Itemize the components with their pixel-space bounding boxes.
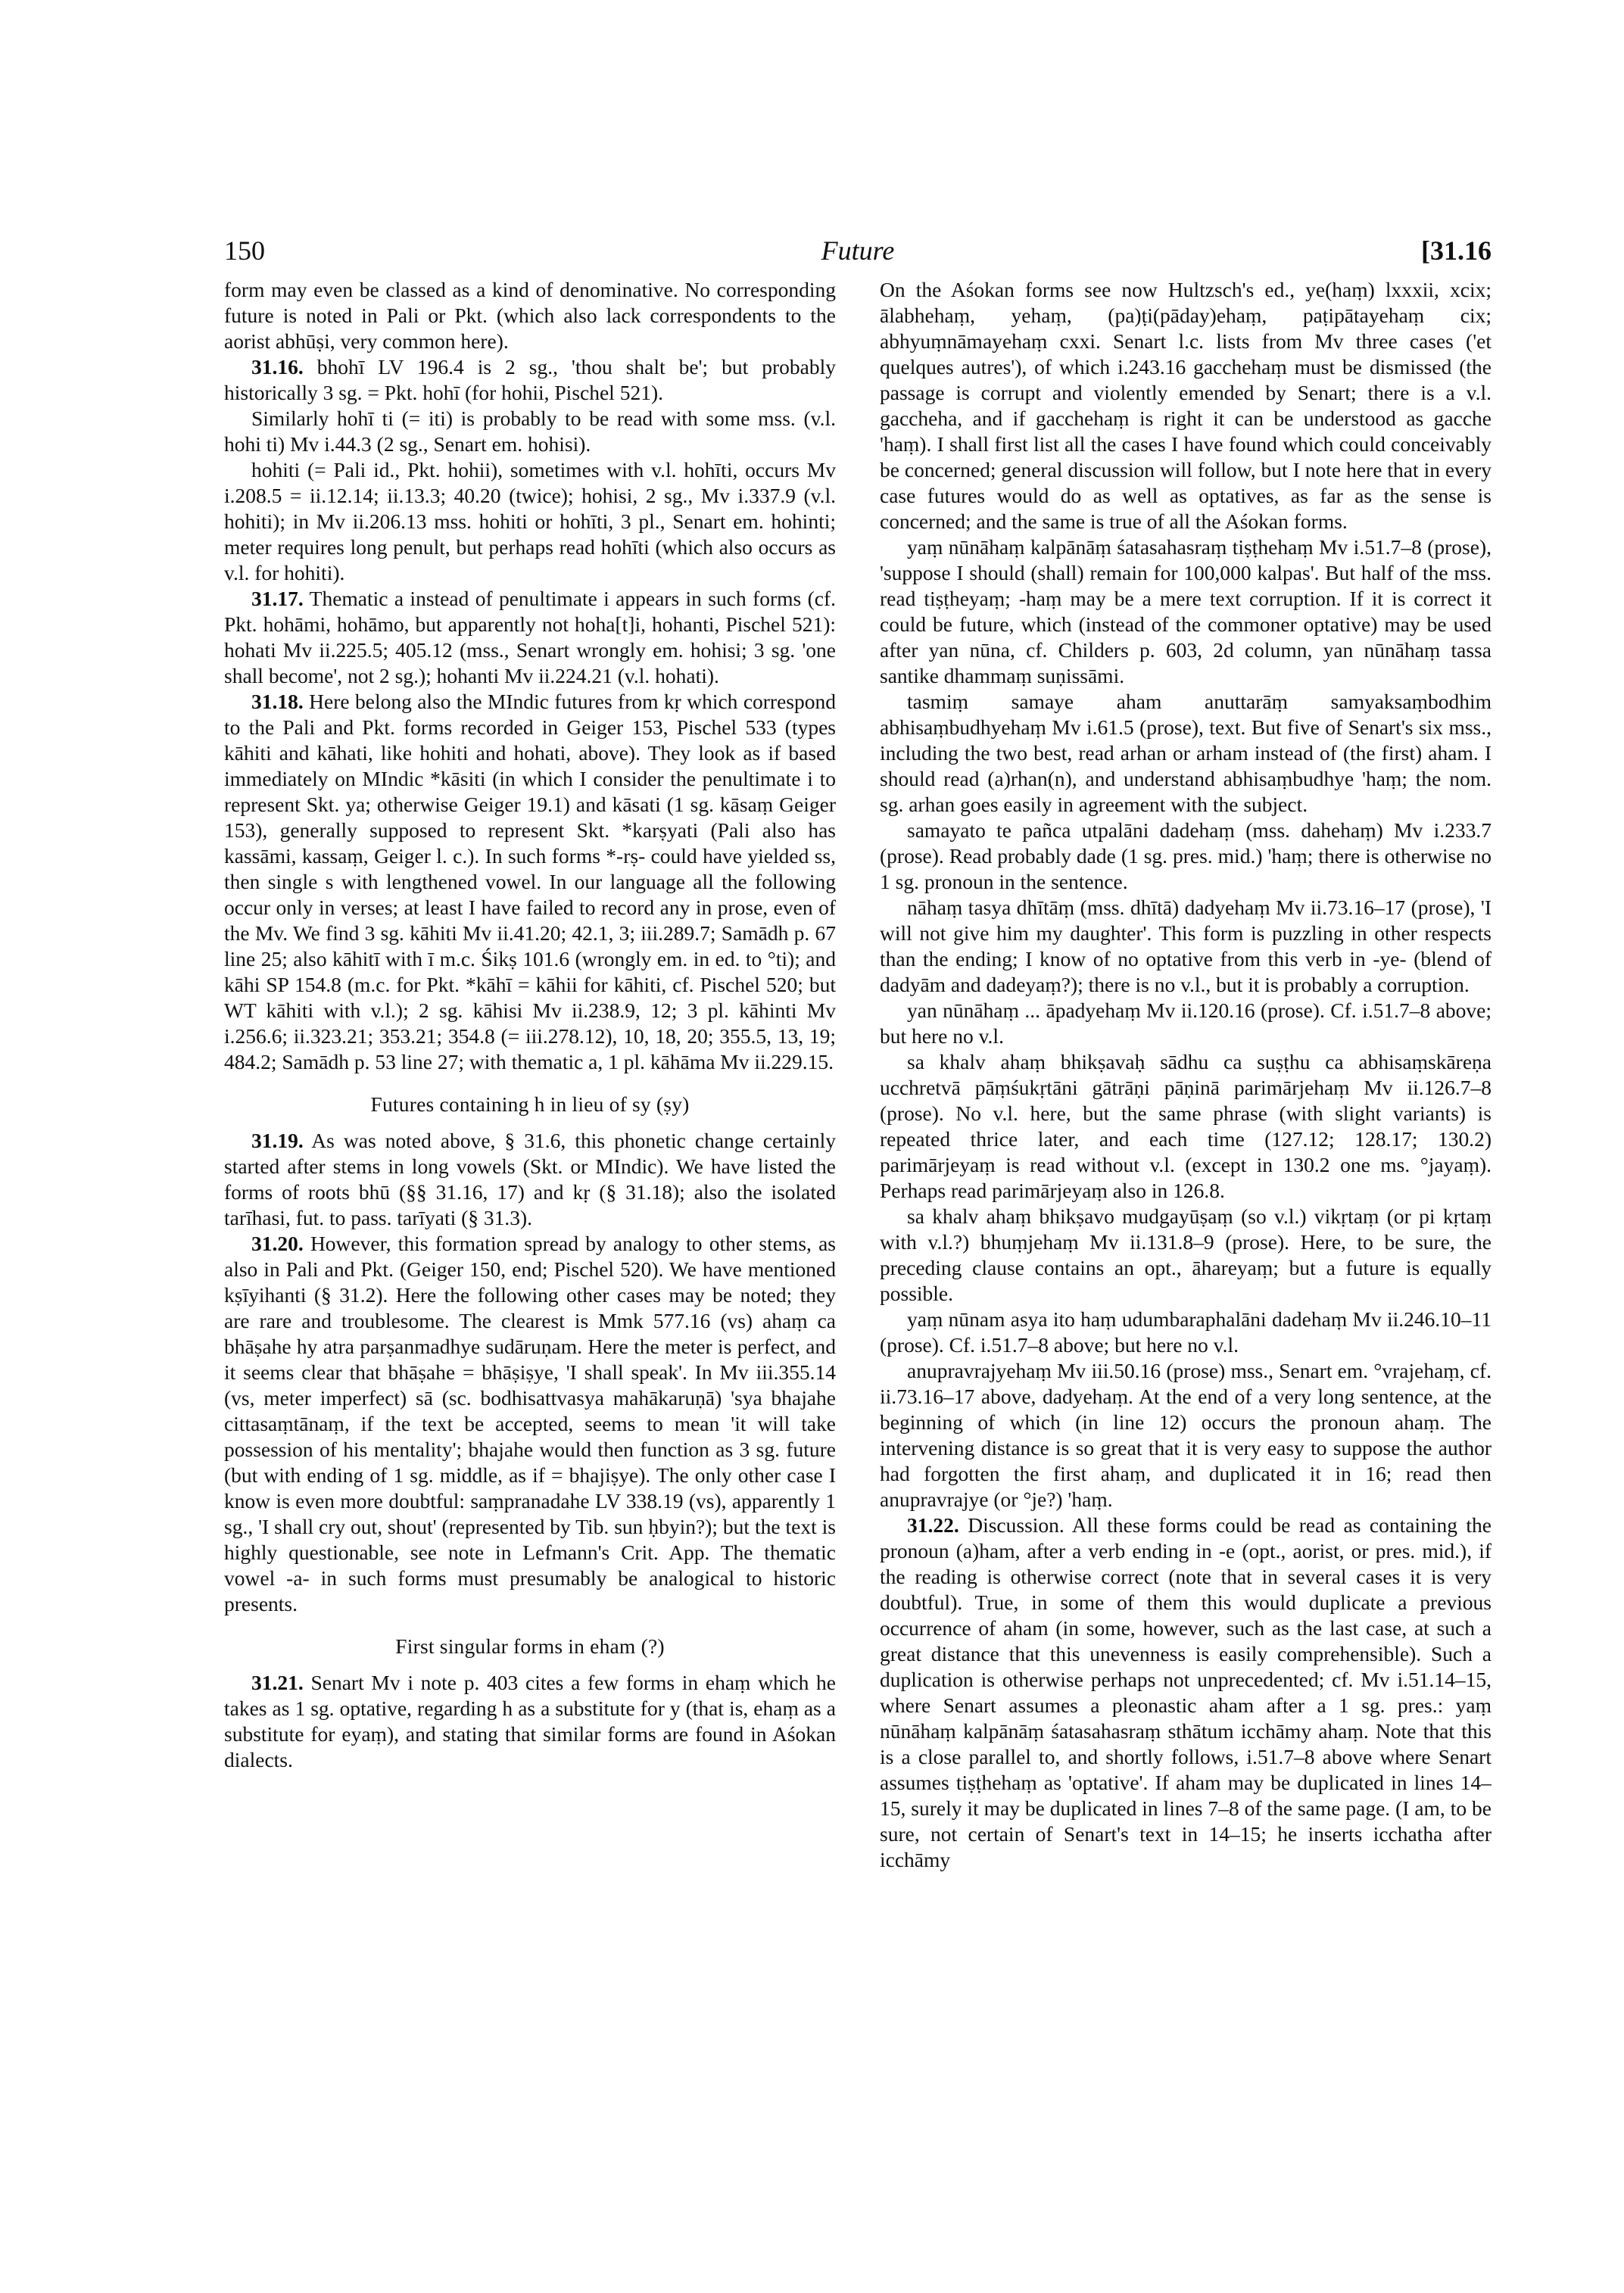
paragraph bbox=[880, 818, 1492, 895]
paragraph bbox=[880, 1307, 1492, 1358]
paragraph-text: yan nūnāhaṃ ... āpadyehaṃ Mv ii.120.16 (prose). Cf. i.51.7–8 above; but here no v.l. bbox=[880, 999, 1492, 1048]
left-column bbox=[224, 277, 836, 2238]
section-number: 31.22. bbox=[907, 1513, 959, 1537]
paragraph bbox=[880, 1358, 1492, 1513]
paragraph bbox=[224, 457, 836, 586]
section-number: 31.16. bbox=[251, 355, 304, 379]
running-title: Future bbox=[821, 235, 895, 266]
paragraph-text: sa khalv ahaṃ bhikṣavaḥ sādhu ca suṣṭhu ca abhisaṃskāreṇa ucchretvā pāṃśukṛtāni gātrāṇi pāṇinā parimārjehaṃ Mv ii.126.7–8 (prose). No v.l. here, but the same phrase (with slight variants) is repeated thrice later, and each time (127.12; 128.17; 130.2) parimārjeyaṃ is read without v.l. (except in 130.2 one ms. °jayaṃ). Perhaps read parimārjeyaṃ also in 126.8. bbox=[880, 1050, 1492, 1202]
paragraph bbox=[880, 277, 1492, 534]
section-heading: Futures containing h in lieu of sy (ṣy) bbox=[370, 1092, 690, 1116]
paragraph bbox=[224, 354, 836, 406]
paragraph-text: samayato te pañca utpalāni dadehaṃ (mss. dahehaṃ) Mv i.233.7 (prose). Read probably dade (1 sg. pres. mid.) 'haṃ; there is otherwise no 1 sg. pronoun in the sentence. bbox=[880, 818, 1492, 893]
section-heading: First singular forms in eham (?) bbox=[395, 1634, 665, 1658]
paragraph bbox=[224, 689, 836, 1075]
paragraph-text: tasmiṃ samaye aham anuttarāṃ samyaksaṃbodhim abhisaṃbudhyehaṃ Mv i.61.5 (prose), text. But five of Senart's six mss., including the two best, read arhan or arham instead of (the first) aham. I should read (a)rhan(n), and understand abhisaṃbudhye 'haṃ; the nom. sg. arhan goes easily in agreement with the subject. bbox=[880, 690, 1492, 816]
paragraph-text: nāhaṃ tasya dhītāṃ (mss. dhītā) dadyehaṃ Mv ii.73.16–17 (prose), 'I will not give him my daughter'. This form is puzzling in other respects than the ending; I know of no optative from this verb in -ye- (blend of dadyām and dadeyaṃ?); there is no v.l., but it is probably a corruption. bbox=[880, 896, 1492, 996]
paragraph-text: As was noted above, § 31.6, this phonetic change certainly started after stems in long vowels (Skt. or MIndic). We have listed the forms of roots bhū (§§ 31.16, 17) and kṛ (§ 31.18); also the isolated tarīhasi, fut. to pass. tarīyati (§ 31.3). bbox=[224, 1129, 836, 1229]
paragraph-text: On the Aśokan forms see now Hultzsch's ed., ye(haṃ) lxxxii, xcix; ālabhehaṃ, yehaṃ, (pa)ṭi(pāday)ehaṃ, paṭipātayehaṃ cix; abhyuṃnāmayehaṃ cxxi. Senart l.c. lists from Mv three cases ('et quelques autres'), of which i.243.16 gacchehaṃ must be dismissed (the passage is corrupt and violently emended by Senart; there is a v.l. gaccheha, and if gacchehaṃ is right it can be understood as gacche 'haṃ). I shall first list all the cases I have found which could conceivably be concerned; general discussion will follow, but I note here that in every case futures would do as well as optatives, as far as the sense is concerned; and the same is true of all the Aśokan forms. bbox=[880, 278, 1492, 533]
right-column bbox=[880, 277, 1492, 2238]
paragraph bbox=[224, 277, 836, 354]
section-number: 31.21. bbox=[251, 1671, 304, 1694]
paragraph bbox=[880, 689, 1492, 818]
paragraph bbox=[224, 1231, 836, 1617]
paragraph bbox=[880, 534, 1492, 689]
paragraph-text: Here belong also the MIndic futures from kṛ which correspond to the Pali and Pkt. forms recorded in Geiger 153, Pischel 533 (types kāhiti and kāhati, like hohiti and hohati, above). They look as if based immediately on MIndic *kāsiti (in which I consider the penultimate i to represent Skt. ya; otherwise Geiger 19.1) and kāsati (1 sg. kāsaṃ Geiger 153), generally supposed to represent Skt. *karṣyati (Pali also has kassāmi, kassaṃ, Geiger l. c.). In such forms *-rṣ- could have yielded ss, then single s with lengthened vowel. In our language all the following occur only in verses; at least I have failed to record any in prose, even of the Mv. We find 3 sg. kāhiti Mv ii.41.20; 42.1, 3; iii.289.7; Samādh p. 67 line 25; also kāhitī with ī m.c. Śikṣ 101.6 (wrongly em. in ed. to °ti); and kāhi SP 154.8 (m.c. for Pkt. *kāhī = kāhii for kāhiti, cf. Pischel 520; but WT kāhiti with v.l.); 2 sg. kāhisi Mv ii.238.9, 12; 3 pl. kāhinti Mv i.256.6; ii.323.21; 353.21; 354.8 (= iii.278.12), 10, 18, 20; 355.5, 13, 19; 484.2; Samādh p. 53 line 27; with thematic a, 1 pl. kāhāma Mv ii.229.15. bbox=[224, 690, 836, 1073]
paragraph-text: Senart Mv i note p. 403 cites a few forms in ehaṃ which he takes as 1 sg. optative, regarding h as a substitute for y (that is, ehaṃ as a substitute for eyaṃ), and stating that similar forms are found in Aśokan dialects. bbox=[224, 1671, 836, 1771]
paragraph-text: yaṃ nūnāhaṃ kalpānāṃ śatasahasraṃ tiṣṭhehaṃ Mv i.51.7–8 (prose), 'suppose I should (shall) remain for 100,000 kalpas'. But half of the mss. read tiṣṭheyaṃ; -haṃ may be a mere text corruption. If it is correct it could be future, which (instead of the commoner optative) may be used after yan nūna, cf. Childers p. 603, 2d column, yan nūnāhaṃ tassa santike dhammaṃ suṇissāmi. bbox=[880, 535, 1492, 687]
section-number: 31.17. bbox=[251, 587, 304, 610]
paragraph-text: sa khalv ahaṃ bhikṣavo mudgayūṣaṃ (so v.l.) vikṛtaṃ (or pi kṛtaṃ with v.l.?) bhuṃjehaṃ Mv ii.131.8–9 (prose). Here, to be sure, the preceding clause contains an opt., āhareyaṃ; but a future is equally possible. bbox=[880, 1204, 1492, 1305]
running-header bbox=[224, 235, 1492, 273]
paragraph bbox=[224, 406, 836, 457]
paragraph bbox=[880, 1513, 1492, 1873]
paragraph-text: Thematic a instead of penultimate i appears in such forms (cf. Pkt. hohāmi, hohāmo, but apparently not hoha[t]i, hohanti, Pischel 521): hohati Mv ii.225.5; 405.12 (mss., Senart wrongly em. hohisi; 3 sg. 'one shall become', not 2 sg.); hohanti Mv ii.224.21 (v.l. hohati). bbox=[224, 587, 836, 687]
paragraph bbox=[224, 586, 836, 689]
paragraph-text: Similarly hohī ti (= iti) is probably to be read with some mss. (v.l. hohi ti) Mv i.44.3 (2 sg., Senart em. hohisi). bbox=[224, 407, 836, 456]
paragraph-text: bhohī LV 196.4 is 2 sg., 'thou shalt be'; but probably historically 3 sg. = Pkt. hohī (for hohii, Pischel 521). bbox=[224, 355, 836, 404]
paragraph-text: However, this formation spread by analogy to other stems, as also in Pali and Pkt. (Geiger 150, end; Pischel 520). We have mentioned kṣīyihanti (§ 31.2). Here the following other cases may be noted; they are rare and troublesome. The clearest is Mmk 577.16 (vs) ahaṃ ca bhāṣahe hy atra parṣanmadhye sudāruṇam. Here the meter is perfect, and it seems clear that bhāṣahe = bhāṣiṣye, 'I shall speak'. In Mv iii.355.14 (vs, meter imperfect) sā (sc. bodhisattvasya mahākaruṇā) 'sya bhajahe cittasaṃtānaṃ, if the text be accepted, seems to mean 'it will take possession of his mentality'; bhajahe would then function as 3 sg. future (but with ending of 1 sg. middle, as if = bhajiṣye). The only other case I know is even more doubtful: saṃpranadahe LV 338.19 (vs), apparently 1 sg., 'I shall cry out, shout' (represented by Tib. sun ḥbyin?); but the text is highly questionable, see note in Lefmann's Crit. App. The thematic vowel -a- in such forms must presumably be analogical to historic presents. bbox=[224, 1232, 836, 1615]
paragraph bbox=[880, 1049, 1492, 1204]
paragraph-text: hohiti (= Pali id., Pkt. hohii), sometimes with v.l. hohīti, occurs Mv i.208.5 = ii.12.14; ii.13.3; 40.20 (twice); hohisi, 2 sg., Mv i.337.9 (v.l. hohiti); in Mv ii.206.13 mss. hohiti or hohīti, 3 pl., Senart em. hohinti; meter requires long penult, but perhaps read hohīti (which also occurs as v.l. for hohiti). bbox=[224, 458, 836, 584]
paragraph bbox=[224, 1670, 836, 1773]
section-number: 31.20. bbox=[251, 1232, 304, 1255]
paragraph bbox=[880, 895, 1492, 998]
section-number: 31.19. bbox=[251, 1129, 304, 1152]
paragraph-text: Discussion. All these forms could be read as containing the pronoun (a)ham, after a verb ending in -e (opt., aorist, or pres. mid.), if the reading is otherwise correct (note that in several cases it is very doubtful). True, in some of them this would duplicate a previous occurrence of aham (in some, however, such as the last case, at such a great distance that this unevenness is easily comprehensible). Such a duplication is otherwise perhaps not unprecedented; cf. Mv i.51.14–15, where Senart assumes a pleonastic aham after a 1 sg. pres.: yaṃ nūnāhaṃ kalpānāṃ śatasahasraṃ sthātum icchāmy ahaṃ. Note that this is a close parallel to, and shortly follows, i.51.7–8 above where Senart assumes tiṣṭhehaṃ as 'optative'. If aham may be duplicated in lines 14–15, surely it may be duplicated in lines 7–8 of the same page. (I am, to be sure, not certain of Senart's text in 14–15; he inserts icchatha after icchāmy bbox=[880, 1513, 1492, 1871]
paragraph-text: form may even be classed as a kind of denominative. No corresponding future is noted in Pali or Pkt. (which also lack correspondents to the aorist abhūṣi, very common here). bbox=[224, 278, 836, 353]
section-number: 31.18. bbox=[251, 690, 304, 713]
paragraph-text: anupravrajyehaṃ Mv iii.50.16 (prose) mss., Senart em. °vrajehaṃ, cf. ii.73.16–17 above, dadyehaṃ. At the end of a very long sentence, at the beginning of which (in line 12) occurs the pronoun ahaṃ. The intervening distance is so great that it is very easy to suppose the author had forgotten the first ahaṃ, and duplicated it in 16; read then anupravrajye (or °je?) 'haṃ. bbox=[880, 1359, 1492, 1511]
page-number: 150 bbox=[224, 235, 265, 266]
paragraph bbox=[224, 1128, 836, 1231]
paragraph bbox=[880, 998, 1492, 1049]
paragraph-text: yaṃ nūnam asya ito haṃ udumbaraphalāni dadehaṃ Mv ii.246.10–11 (prose). Cf. i.51.7–8 above; but here no v.l. bbox=[880, 1307, 1492, 1357]
section-reference: [31.16 bbox=[1421, 235, 1492, 266]
paragraph bbox=[880, 1204, 1492, 1307]
